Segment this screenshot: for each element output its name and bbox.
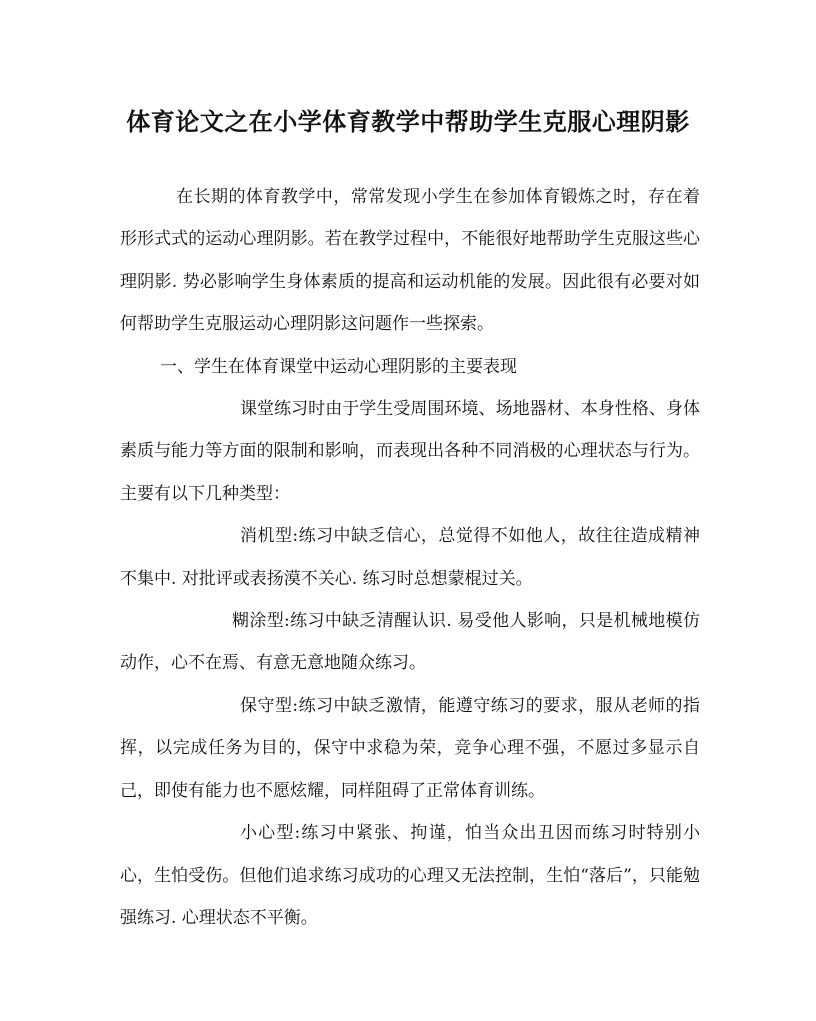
section-heading-1: 一、学生在体育课堂中运动心理阴影的主要表现 <box>160 356 517 377</box>
paragraph-type-passive: 消机型:练习中缺乏信心，总觉得不如他人，故往往造成精神不集中. 对批评或表扬漠不关心. 练习时总想蒙棍过关。 <box>120 526 700 589</box>
paragraph-intro: 在长期的体育教学中，常常发现小学生在参加体育锻炼之时，存在着形形式式的运动心理阴影。若在教学过程中，不能很好地帮助学生克服这些心理阴影. 势必影响学生身体素质的提高和运动机能的发展。因此很有必要对如何帮助学生克服运动心理阴影这问题作一些探索。 <box>120 187 700 335</box>
paragraph-overview: 课堂练习时由于学生受周围环境、场地器材、本身性格、身体素质与能力等方面的限制和影响，而表现出各种不同消极的心理状态与行为。主要有以下几种类型： <box>120 399 700 504</box>
paragraph-type-conservative: 保守型:练习中缺乏激情，能遵守练习的要求，服从老师的指挥，以完成任务为目的，保守中求稳为荣，竞争心理不强，不愿过多显示自己，即使有能力也不愿炫耀，同样阻碍了正常体育训练。 <box>120 695 700 801</box>
document-title: 体育论文之在小学体育教学中帮助学生克服心理阴影 <box>126 107 690 136</box>
paragraph-type-cautious: 小心型:练习中紧张、拘谨，怕当众出丑因而练习时特别小心，生怕受伤。但他们追求练习成功的心理又无法控制，生怕“落后”，只能勉强练习. 心理状态不平衡。 <box>120 823 700 928</box>
paragraph-type-confused: 糊涂型:练习中缺乏清醒认识. 易受他人影响，只是机械地模仿动作，心不在焉、有意无意地随众练习。 <box>120 611 700 674</box>
document-body <box>120 176 700 939</box>
